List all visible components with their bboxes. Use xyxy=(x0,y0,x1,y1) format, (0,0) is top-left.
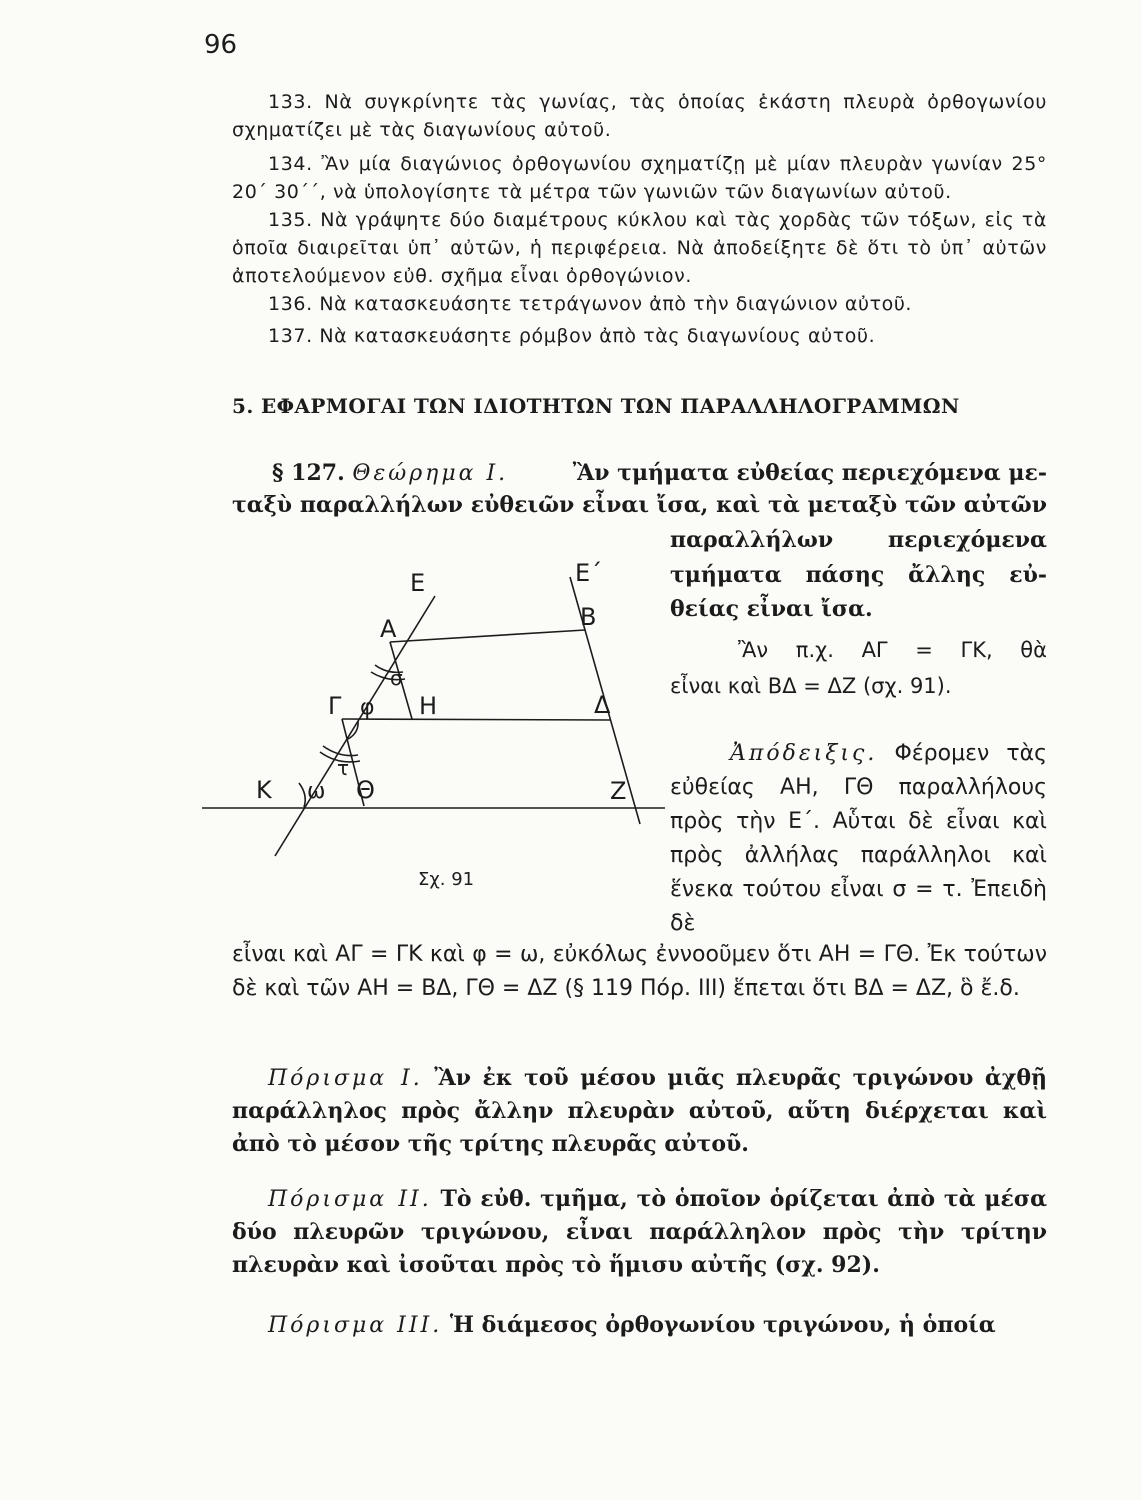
proof-right-column xyxy=(670,737,1047,941)
exercise-text: 136. Νὰ κατασκευάσητε τετράγωνον ἀπὸ τὴν διαγώνιον αὐτοῦ. xyxy=(268,293,913,315)
paragraph-number: § 127. xyxy=(272,460,345,486)
parallel-a-b xyxy=(390,630,585,642)
theorem-cont-2: τμήματα πάσης ἄλλης εὐ- xyxy=(670,562,1047,588)
exercise-text: 137. Νὰ κατασκευάσητε ρόμβον ἀπὸ τὰς διαγωνίους αὐτοῦ. xyxy=(268,325,876,347)
porisma-1 xyxy=(232,1062,1047,1161)
proof-text: εἶναι καὶ ΑΓ = ΓΚ καὶ φ = ω, εὐκόλως ἐννοοῦμεν ὅτι ΑΗ = ΓΘ. Ἐκ τούτων δὲ καὶ τῶν ΑΗ = ΒΔ, ΓΘ = ΔΖ (§ 119 Πόρ. III) ἕπεται ὅτι ΒΔ = ΔΖ, ὃ ἔ.δ. xyxy=(232,942,1047,1001)
figure-91 xyxy=(190,555,670,895)
porisma-3 xyxy=(232,1309,1047,1342)
label-e-prime: Ε΄ xyxy=(575,559,603,587)
label-b: Β xyxy=(580,603,597,631)
figure-caption: Σχ. 91 xyxy=(418,869,475,890)
theorem-cont-3: θείας εἶναι ἴσα. xyxy=(670,596,873,622)
line-ez xyxy=(275,596,438,856)
exercise-136 xyxy=(232,290,1047,318)
exercise-135 xyxy=(232,206,1047,290)
label-k: Κ xyxy=(256,776,272,804)
label-sigma: σ xyxy=(390,666,403,690)
exercise-text: 133. Νὰ συγκρίνητε τὰς γωνίας, τὰς ὁποίας ἑκάστη πλευρὰ ὀρθογωνίου σχηματίζει μὲ τὰς διαγωνίους αὐτοῦ. xyxy=(232,91,1047,141)
proof-label: Ἀπόδειξις. xyxy=(730,741,878,766)
exercise-text: 135. Νὰ γράψητε δύο διαμέτρους κύκλου καὶ τὰς χορδὰς τῶν τόξων, εἰς τὰ ὁποῖα διαιρεῖται ὑπ᾽ αὐτῶν, ἡ περιφέρεια. Νὰ ἀποδείξητε δὲ ὅτι τὸ ὑπ᾽ αὐτῶν ἀποτελούμενον εὐθ. σχῆμα εἶναι ὀρθογώνιον. xyxy=(232,209,1047,287)
example-line-2: εἶναι καὶ ΒΔ = ΔΖ (σχ. 91). xyxy=(670,674,952,698)
porisma-label: Πόρισμα I. xyxy=(268,1066,423,1091)
porisma-text: Τὸ εὐθ. τμῆμα, τὸ ὁποῖον ὁρίζεται ἀπὸ τὰ μέσα δύο πλευρῶν τριγώνου, εἶναι παράλληλον πρὸς τὴν τρίτην πλευρὰν καὶ ἰσοῦται πρὸς τὸ ἥμισυ αὐτῆς (σχ. 92). xyxy=(232,1186,1047,1278)
porisma-2 xyxy=(232,1183,1047,1282)
exercise-137 xyxy=(232,322,1047,350)
theorem-label: Θεώρημα I. xyxy=(352,461,509,486)
parallel-g-d xyxy=(342,719,610,720)
porisma-text: Ἡ διάμεσος ὀρθογωνίου τριγώνου, ἡ ὁποία xyxy=(449,1312,996,1338)
theorem-line-1 xyxy=(272,460,1047,486)
label-tau: τ xyxy=(337,756,350,780)
porisma-text: Ἂν ἐκ τοῦ μέσου μιᾶς πλευρᾶς τριγώνου ἀχθῇ παράλληλος πρὸς ἄλλην πλευρὰν αὐτοῦ, αὕτη διέρχεται καὶ ἀπὸ τὸ μέσον τῆς τρίτης πλευρᾶς αὐτοῦ. xyxy=(232,1065,1047,1157)
label-e: Ε xyxy=(410,569,426,597)
theorem-text-1: Ἂν τμήματα εὐθείας περιεχόμενα με- xyxy=(572,460,1047,486)
proof-right-text: Φέρομεν τὰς εὐθείας ΑΗ, ΓΘ παραλλήλους πρὸς τὴν Ε΄. Αὗται δὲ εἶναι καὶ πρὸς ἀλλήλας παράλληλοι καὶ ἕνεκα τούτου εἶναι σ = τ. Ἐπειδὴ δὲ xyxy=(670,741,1048,936)
exercise-134 xyxy=(232,150,1047,206)
porisma-label: Πόρισμα III. xyxy=(268,1313,443,1338)
section-title: 5. ΕΦΑΡΜΟΓΑΙ ΤΩΝ ΙΔΙΟΤΗΤΩΝ ΤΩΝ ΠΑΡΑΛΛΗΛΟΓΡΑΜΜΩΝ xyxy=(232,394,960,418)
label-h: Η xyxy=(419,692,438,720)
label-theta: Θ xyxy=(356,776,375,804)
page-number: 96 xyxy=(204,30,238,60)
porisma-label: Πόρισμα II. xyxy=(268,1187,432,1212)
label-a: Α xyxy=(380,615,397,643)
label-delta: Δ xyxy=(594,691,611,719)
theorem-line-2: ταξὺ παραλλήλων εὐθειῶν εἶναι ἴσα, καὶ τὰ μεταξὺ τῶν αὐτῶν xyxy=(232,492,1047,518)
exercise-text: 134. Ἂν μία διαγώνιος ὀρθογωνίου σχηματίζῃ μὲ μίαν πλευρὰν γωνίαν 25° 20΄ 30΄΄, νὰ ὑπολογίσητε τὰ μέτρα τῶν γωνιῶν τῶν διαγωνίων αὐτοῦ. xyxy=(232,153,1047,203)
label-gamma: Γ xyxy=(328,692,342,720)
label-phi: φ xyxy=(360,695,375,720)
label-omega: ω xyxy=(307,779,326,804)
angle-omega-arc xyxy=(299,783,305,807)
theorem-cont-1: παραλλήλων περιεχόμενα xyxy=(670,527,1047,553)
example-line-1: Ἂν π.χ. ΑΓ = ΓΚ, θὰ xyxy=(738,638,1047,662)
label-z: Ζ xyxy=(610,777,627,805)
exercise-133 xyxy=(232,88,1047,144)
